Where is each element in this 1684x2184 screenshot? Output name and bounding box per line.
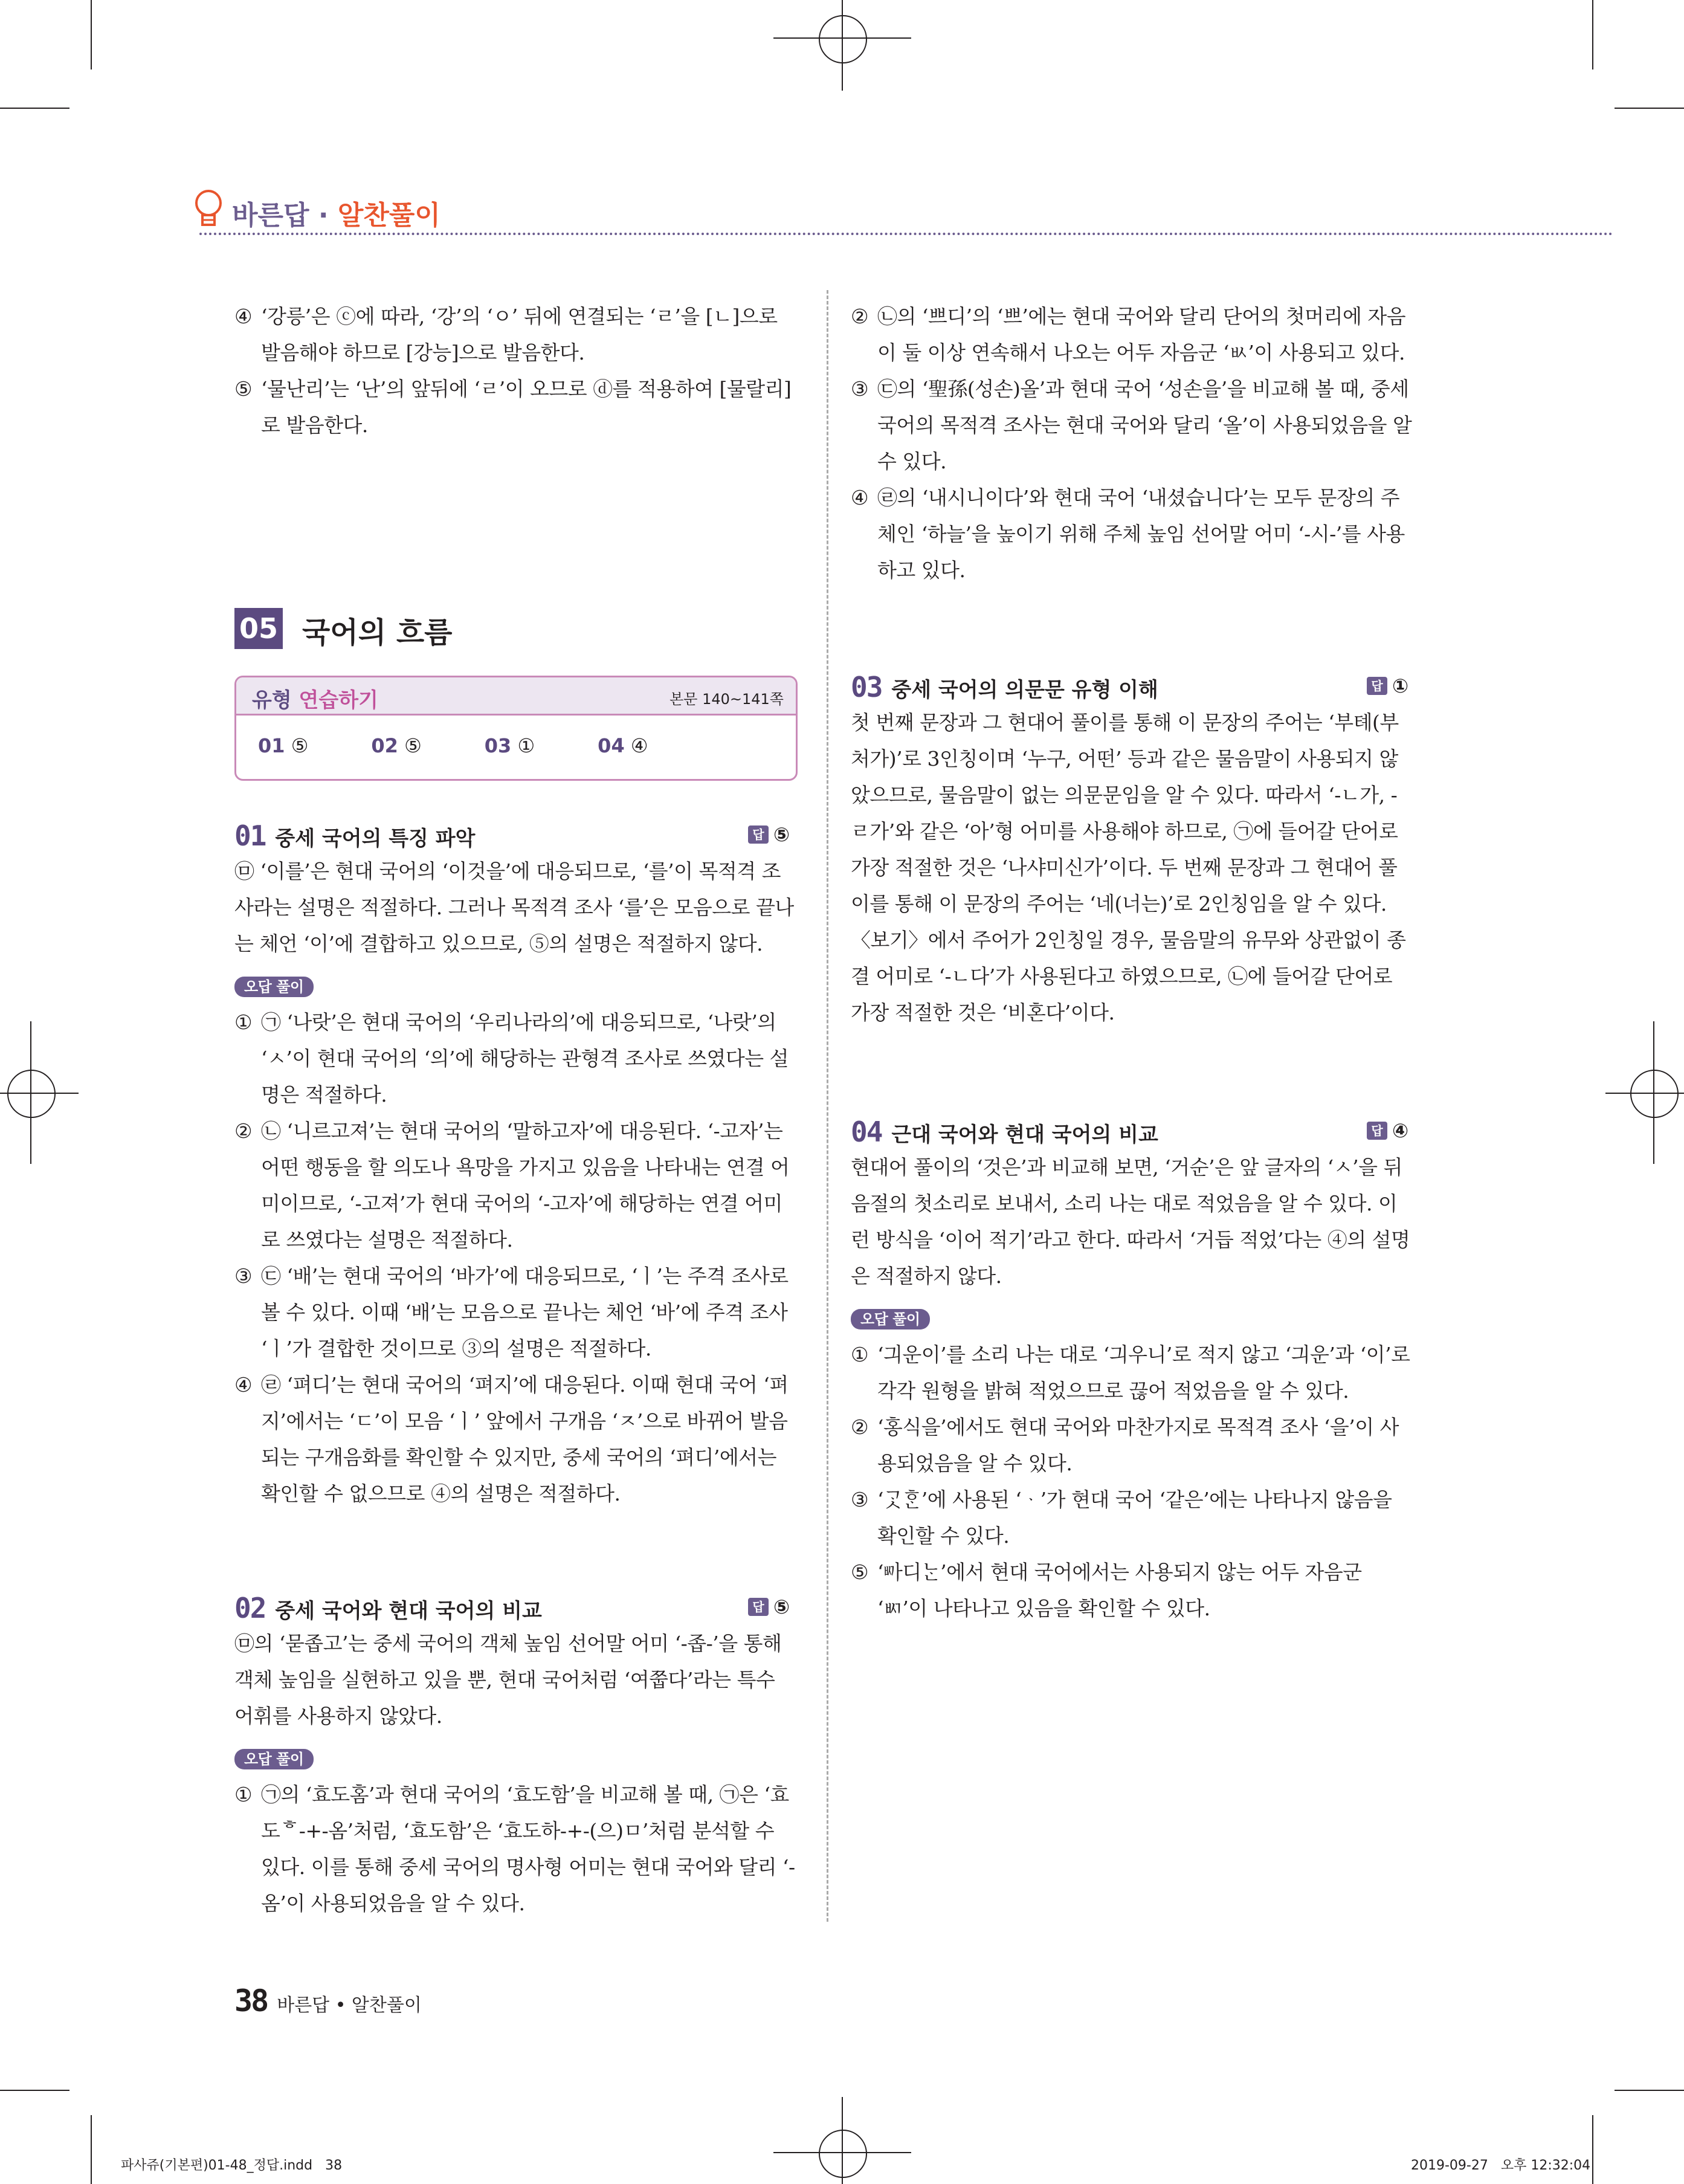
crop-mark <box>0 2090 69 2091</box>
practice-answer: 01 ⑤ <box>258 734 309 757</box>
question-body: 현대어 풀이의 ‘것은’과 비교해 보면, ‘거순’은 앞 글자의 ‘ㅅ’을 뒤 음절의 첫소리로 보내서, 소리 나는 대로 적었음을 알 수 있다. 이런 방식을 ‘이어 적기’라고 한다. 따라서 ‘거듭 적었’다는 ④의 설명은 적절하지 않다. 오답 풀이 ① ‘긔운이’를 소리 나는 대로 ‘긔우니’로 적지 않고 ‘긔운’과 ‘이’로 각각 원형을 밝혀 적었으므로 끊어 적었음을 알 수 있다. ② ‘홍식을’에서도 현대 국어와 마찬가지로 목적격 조사 ‘을’이 사용되었음을 알 수 있다. ③ ‘ᄀᆞᆺᄒᆞᆫ’에 사용된 ‘ᆞ’가 현대 국어 ‘같은’에는 나타나지 않음을 확인할 수 있다. ⑤ ‘ᄢᅡ디ᄂᆞᆫ’에서 현대 국어에서는 사용되지 않는 어두 자음군 ‘ㅴ’이 나타나고 있음을 확인할 수 있다. <box>851 1149 1416 1627</box>
question-body: 첫 번째 문장과 그 현대어 풀이를 통해 이 문장의 주어는 ‘부톄(부처가)’로 3인칭이며 ‘누구, 어떤’ 등과 같은 물음말이 사용되지 않았으므로, 물음말이 없는 의문문임을 알 수 있다. 따라서 ‘-ㄴ가, -ㄹ가’와 같은 ‘아’형 어미를 사용해야 하므로, ㉠에 들어갈 단어로 가장 적절한 것은 ‘나샤미신가’이다. 두 번째 문장과 그 현대어 풀이를 통해 이 문장의 주어는 ‘네(너는)’로 2인칭임을 알 수 있다. 〈보기〉에서 주어가 2인칭일 경우, 물음말의 유무와 상관없이 종결 어미로 ‘-ㄴ다’가 사용된다고 하였으므로, ㉡에 들어갈 단어로 가장 적절한 것은 ‘비혼다’이다. <box>851 711 1406 1024</box>
list-item: ② ‘홍식을’에서도 현대 국어와 마찬가지로 목적격 조사 ‘을’이 사용되었음을 알 수 있다. <box>851 1415 1399 1475</box>
list-item: ③ ‘ᄀᆞᆺᄒᆞᆫ’에 사용된 ‘ᆞ’가 현대 국어 ‘같은’에는 나타나지 않음을 확인할 수 있다. <box>851 1488 1392 1548</box>
right-top-items <box>851 299 1416 589</box>
question-title: 04 근대 국어와 현대 국어의 비교 <box>851 1116 1158 1148</box>
list-item: ① ㉠의 ‘효도홈’과 현대 국어의 ‘효도함’을 비교해 볼 때, ㉠은 ‘효도ᄒ-+-옴’처럼, ‘효도함’은 ‘효도하-+-(으)ㅁ’처럼 분석할 수 있다. 이를 통해 중세 국어의 명사형 어미는 현대 국어와 달리 ‘-옴’이 사용되었음을 알 수 있다. <box>234 1783 795 1915</box>
page-footer <box>234 1983 422 2018</box>
question-answer: 답 ④ <box>1367 1119 1408 1142</box>
crop-mark <box>1592 2115 1593 2184</box>
crop-mark <box>1592 0 1593 69</box>
odap-wrap <box>851 1299 1416 1336</box>
left-top-items <box>234 299 796 444</box>
print-file-info: 파사쥬(기본편)01-48_정답.indd 38 <box>121 2158 343 2173</box>
list-item: ② ㉡의 ‘쁘디’의 ‘쁘’에는 현대 국어와 달리 단어의 첫머리에 자음이 둘 이상 연속해서 나오는 어두 자음군 ‘ㅄ’이 사용되고 있다. <box>851 305 1406 364</box>
registration-line <box>1605 1093 1684 1094</box>
question-answer: 답 ① <box>1367 674 1408 697</box>
question-title: 01 중세 국어의 특징 파악 <box>234 819 476 852</box>
question-title: 03 중세 국어의 의문문 유형 이해 <box>851 671 1158 703</box>
list-item: ⑤ ‘물난리’는 ‘난’의 앞뒤에 ‘ㄹ’이 오므로 ⓓ를 적용하여 [물랄리]로 발음한다. <box>234 377 792 437</box>
header-title <box>232 193 440 232</box>
answer-icon: 답 <box>748 825 769 844</box>
header-divider <box>199 233 1613 235</box>
list-item: ④ ㉣ ‘펴디’는 현대 국어의 ‘펴지’에 대응된다. 이때 현대 국어 ‘펴지’에서는 ‘ㄷ’이 모음 ‘ㅣ’ 앞에서 구개음 ‘ㅈ’으로 바뀌어 발음되는 구개음화를 확인할 수 있지만, 중세 국어의 ‘펴디’에서는 확인할 수 없으므로 ④의 설명은 적절하다. <box>234 1373 789 1505</box>
answer-icon: 답 <box>1367 677 1387 695</box>
list-item: ⑤ ‘ᄢᅡ디ᄂᆞᆫ’에서 현대 국어에서는 사용되지 않는 어두 자음군 ‘ㅴ’이 나타나고 있음을 확인할 수 있다. <box>851 1560 1362 1620</box>
section-title: 국어의 흐름 <box>302 616 453 650</box>
crop-mark <box>0 108 69 109</box>
crop-mark <box>1615 108 1684 109</box>
odap-badge: 오답 풀이 <box>234 977 314 997</box>
practice-title: 유형 연습하기 <box>252 688 378 712</box>
answer-icon: 답 <box>1367 1122 1387 1140</box>
registration-mark-left <box>7 1070 56 1118</box>
lightbulb-icon <box>192 187 225 231</box>
question-title: 02 중세 국어와 현대 국어의 비교 <box>234 1592 542 1624</box>
registration-line <box>773 37 911 39</box>
practice-answer: 02 ⑤ <box>371 734 422 757</box>
list-item: ④ ㉣의 ‘내시니이다’와 현대 국어 ‘내셨습니다’는 모두 문장의 주체인 ‘하늘’을 높이기 위해 주체 높임 선어말 어미 ‘-시-’를 사용하고 있다. <box>851 486 1405 582</box>
odap-badge: 오답 풀이 <box>234 1749 314 1769</box>
list-item: ③ ㉢ ‘배’는 현대 국어의 ‘바가’에 대응되므로, ‘ㅣ’는 주격 조사로 볼 수 있다. 이때 ‘배’는 모음으로 끝나는 체언 ‘바’에 주격 조사 ‘ㅣ’가 결합한 것이므로 ③의 설명은 적절하다. <box>234 1264 789 1360</box>
registration-mark-right <box>1630 1070 1679 1118</box>
registration-mark-top <box>819 15 867 63</box>
list-item: ① ㉠ ‘나랏’은 현대 국어의 ‘우리나라의’에 대응되므로, ‘나랏’의 ‘ㅅ’이 현대 국어의 ‘의’에 해당하는 관형격 조사로 쓰였다는 설명은 적절하다. <box>234 1010 789 1107</box>
column-divider <box>827 290 828 1922</box>
registration-mark-bottom <box>819 2130 867 2178</box>
odap-badge: 오답 풀이 <box>851 1309 930 1329</box>
question-answer: 답 ⑤ <box>748 823 790 846</box>
section-number: 05 <box>234 608 283 649</box>
crop-mark <box>91 0 92 69</box>
question-body: ㉤의 ‘묻좁고’는 중세 국어의 객체 높임 선어말 어미 ‘-좁-’을 통해 객체 높임을 실현하고 있을 뿐, 현대 국어처럼 ‘여쭙다’라는 특수 어휘를 사용하지 않았다. 오답 풀이 ① ㉠의 ‘효도홈’과 현대 국어의 ‘효도함’을 비교해 볼 때, ㉠은 ‘효도ᄒ-+-옴’처럼, ‘효도함’은 ‘효도하-+-(으)ㅁ’처럼 분석할 수 있다. 이를 통해 중세 국어의 명사형 어미는 현대 국어와 달리 ‘-옴’이 사용되었음을 알 수 있다. <box>234 1626 796 1922</box>
crop-mark <box>1615 2090 1684 2091</box>
question-answer: 답 ⑤ <box>748 1595 790 1618</box>
crop-mark <box>91 2115 92 2184</box>
answer-icon: 답 <box>748 1598 769 1616</box>
list-item: ① ‘긔운이’를 소리 나는 대로 ‘긔우니’로 적지 않고 ‘긔운’과 ‘이’로 각각 원형을 밝혀 적었으므로 끊어 적었음을 알 수 있다. <box>851 1343 1410 1403</box>
registration-line <box>842 0 843 91</box>
print-date-info: 2019-09-27 오후 12:32:04 <box>1411 2158 1591 2173</box>
list-item: ④ ‘강릉’은 ⓒ에 따라, ‘강’의 ‘ㅇ’ 뒤에 연결되는 ‘ㄹ’을 [ㄴ]으로 발음해야 하므로 [강능]으로 발음한다. <box>234 305 778 364</box>
practice-box <box>234 676 798 781</box>
header-title-part1: 바른답 <box>232 200 309 231</box>
question-body: ㉤ ‘이를’은 현대 국어의 ‘이것을’에 대응되므로, ‘를’이 목적격 조사라는 설명은 적절하다. 그러나 목적격 조사 ‘를’은 모음으로 끝나는 체언 ‘이’에 결합하고 있으므로, ⑤의 설명은 적절하지 않다. 오답 풀이 ① ㉠ ‘나랏’은 현대 국어의 ‘우리나라의’에 대응되므로, ‘나랏’의 ‘ㅅ’이 현대 국어의 ‘의’에 해당하는 관형격 조사로 쓰였다는 설명은 적절하다. ② ㉡ ‘니르고져’는 현대 국어의 ‘말하고자’에 대응된다. ‘-고자’는 어떤 행동을 할 의도나 욕망을 가지고 있음을 나타내는 연결 어미이므로, ‘-고져’가 현대 국어의 ‘-고자’에 해당하는 연결 어미로 쓰였다는 설명은 적절하다. ③ ㉢ ‘배’는 현대 국어의 ‘바가’에 대응되므로, ‘ㅣ’는 주격 조사로 볼 수 있다. 이때 ‘배’는 모음으로 끝나는 체언 ‘바’에 주격 조사 ‘ㅣ’가 결합한 것이므로 ③의 설명은 적절하다. ④ ㉣ ‘펴디’는 현대 국어의 ‘펴지’에 대응된다. 이때 현대 국어 ‘펴지’에서는 ‘ㄷ’이 모음 ‘ㅣ’ 앞에서 구개음 ‘ㅈ’으로 바뀌어 발음되는 구개음화를 확인할 수 있지만, 중세 국어의 ‘펴디’에서는 확인할 수 없으므로 ④의 설명은 적절하다. <box>234 853 796 1512</box>
odap-wrap <box>234 1739 796 1775</box>
registration-line <box>842 2097 843 2184</box>
practice-answers <box>258 734 648 757</box>
practice-answer: 04 ④ <box>598 734 648 757</box>
list-item: ③ ㉢의 ‘聖孫(성손)올’과 현대 국어 ‘성손을’을 비교해 볼 때, 중세 국어의 목적격 조사는 현대 국어와 달리 ‘올’이 사용되었음을 알 수 있다. <box>851 377 1412 473</box>
practice-answer: 03 ① <box>484 734 535 757</box>
registration-line <box>0 1093 79 1094</box>
header-title-sep: · <box>318 200 329 231</box>
header-title-part2: 알찬풀이 <box>337 200 440 231</box>
odap-wrap <box>234 967 796 1003</box>
registration-line <box>773 2152 911 2153</box>
page-number: 38 <box>234 1983 268 2018</box>
practice-ref: 본문 140~141쪽 <box>669 691 784 708</box>
page-footer-label: 바른답 • 알찬풀이 <box>277 1995 422 2016</box>
list-item: ② ㉡ ‘니르고져’는 현대 국어의 ‘말하고자’에 대응된다. ‘-고자’는 어떤 행동을 할 의도나 욕망을 가지고 있음을 나타내는 연결 어미이므로, ‘-고져’가 현대 국어의 ‘-고자’에 해당하는 연결 어미로 쓰였다는 설명은 적절하다. <box>234 1119 790 1252</box>
